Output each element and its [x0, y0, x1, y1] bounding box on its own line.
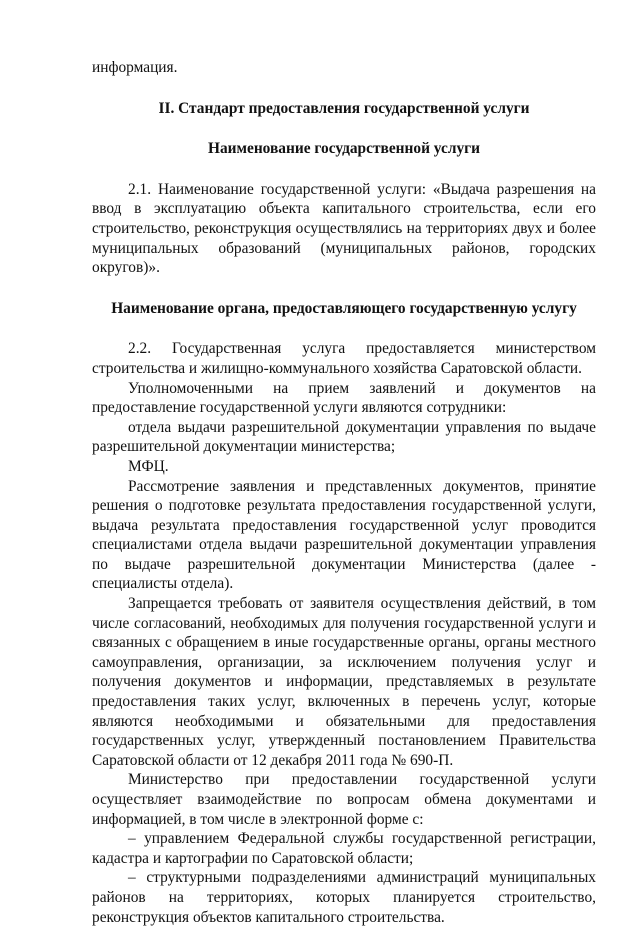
paragraph-review: Рассмотрение заявления и представленных документов, принятие решения о подготовке результата предоставления государственной услуги, выдача результата предоставления государственной услуг проводится специалистами отдела выдачи разрешительной документации управления по выдаче разрешительной документации Министерства (далее - специалисты отдела). — [92, 477, 596, 593]
paragraph-interaction: Министерство при предоставлении государственной услуги осуществляет взаимодействие по вопросам обмена документами и информацией, в том числе в электронной форме с: — [92, 771, 596, 828]
list-item-rosreestr: – управлением Федеральной службы государственной регистрации, кадастра и картографии по Саратовской области; — [92, 830, 596, 867]
paragraph-prohibited: Запрещается требовать от заявителя осуществления действий, в том числе согласований, необходимых для получения государственной услуги и связанных с обращением в иные государственные органы, органы местного самоуправления, организации, за исключением получения услуг и получения документов и информации, представляемых в результате предоставления таких услуг, включенных в перечень услуг, которые являются необходимыми и обязательными для предоставления государственных услуг, утвержденный постановлением Правительства Саратовской области от 12 декабря 2011 года № 690-П. — [92, 595, 596, 769]
paragraph-2-2: 2.2. Государственная услуга предоставляется министерством строительства и жилищно-коммунального хозяйства Саратовской области. — [92, 340, 596, 377]
paragraph-mfc: МФЦ. — [128, 457, 169, 475]
heading-authority: Наименование органа, предоставляющего государственную услугу — [111, 299, 577, 317]
paragraph-department: отдела выдачи разрешительной документации управления по выдаче разрешительной документации министерства; — [92, 418, 596, 456]
list-item-municipal: – структурными подразделениями администраций муниципальных районов на территориях, которых планируется строительство, реконструкция объектов капитального строительства. — [92, 869, 596, 926]
lead-fragment: информация. — [92, 59, 178, 76]
paragraph-authorized: Уполномоченными на прием заявлений и документов на предоставление государственной услуги являются сотрудники: — [92, 379, 596, 417]
paragraph-2-1: 2.1. Наименование государственной услуги: «Выдача разрешения на ввод в эксплуатацию объекта капитального строительства, если его строительство, реконструкция осуществлялись на территориях двух и более муниципальных образований (муниципальных районов, городских округов)». — [92, 180, 596, 277]
heading-service-name: Наименование государственной услуги — [207, 140, 481, 158]
section-title: II. Стандарт предоставления государственной услуги — [158, 99, 530, 117]
document-page — [92, 58, 596, 927]
